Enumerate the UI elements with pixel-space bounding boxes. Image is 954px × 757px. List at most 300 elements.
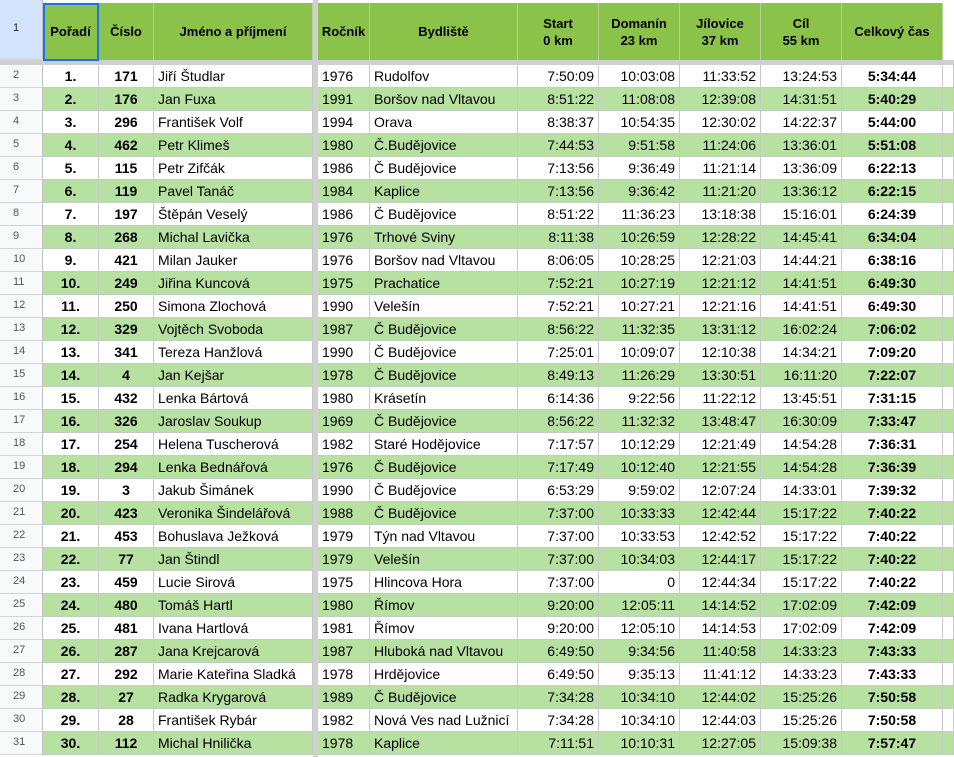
- cell-jilovice[interactable]: 14:14:53: [680, 617, 761, 640]
- cell-empty[interactable]: [943, 249, 954, 272]
- column-header-rocnik[interactable]: [318, 3, 370, 60]
- cell-cislo[interactable]: 197: [99, 203, 154, 226]
- cell-cil[interactable]: 13:24:53: [761, 65, 842, 88]
- cell-celkovy[interactable]: 6:34:04: [842, 226, 943, 249]
- cell-rocnik[interactable]: 1978: [318, 364, 370, 387]
- cell-jmeno[interactable]: Lenka Bednářová: [154, 456, 313, 479]
- cell-celkovy[interactable]: 7:39:32: [842, 479, 943, 502]
- cell-rocnik[interactable]: 1990: [318, 479, 370, 502]
- cell-empty[interactable]: [943, 525, 954, 548]
- cell-bydliste[interactable]: Č Budějovice: [370, 410, 518, 433]
- row-header[interactable]: 3: [0, 88, 43, 111]
- row-header[interactable]: 21: [0, 502, 43, 525]
- cell-poradi[interactable]: 6.: [43, 180, 99, 203]
- cell-domanin[interactable]: 9:59:02: [599, 479, 680, 502]
- cell-start[interactable]: 8:49:13: [518, 364, 599, 387]
- cell-start[interactable]: 6:53:29: [518, 479, 599, 502]
- cell-jilovice[interactable]: 12:44:17: [680, 548, 761, 571]
- cell-jmeno[interactable]: Veronika Šindelářová: [154, 502, 313, 525]
- row-header[interactable]: 16: [0, 387, 43, 410]
- cell-start[interactable]: 7:25:01: [518, 341, 599, 364]
- cell-jmeno[interactable]: Petr Klimeš: [154, 134, 313, 157]
- cell-jmeno[interactable]: Jiřina Kuncová: [154, 272, 313, 295]
- cell-celkovy[interactable]: 7:42:09: [842, 617, 943, 640]
- cell-empty[interactable]: [943, 594, 954, 617]
- row-header[interactable]: 27: [0, 640, 43, 663]
- cell-jilovice[interactable]: 13:18:38: [680, 203, 761, 226]
- cell-rocnik[interactable]: 1990: [318, 341, 370, 364]
- row-header[interactable]: 9: [0, 226, 43, 249]
- cell-celkovy[interactable]: 6:49:30: [842, 272, 943, 295]
- cell-bydliste[interactable]: Kaplice: [370, 180, 518, 203]
- cell-jmeno[interactable]: Radka Krygarová: [154, 686, 313, 709]
- cell-poradi[interactable]: 26.: [43, 640, 99, 663]
- cell-empty[interactable]: [943, 617, 954, 640]
- cell-rocnik[interactable]: 1980: [318, 387, 370, 410]
- cell-poradi[interactable]: 11.: [43, 295, 99, 318]
- cell-celkovy[interactable]: 7:36:39: [842, 456, 943, 479]
- cell-poradi[interactable]: 18.: [43, 456, 99, 479]
- cell-cil[interactable]: 14:34:21: [761, 341, 842, 364]
- cell-empty[interactable]: [943, 548, 954, 571]
- cell-celkovy[interactable]: 7:06:02: [842, 318, 943, 341]
- cell-celkovy[interactable]: 7:50:58: [842, 709, 943, 732]
- cell-bydliste[interactable]: Týn nad Vltavou: [370, 525, 518, 548]
- cell-poradi[interactable]: 5.: [43, 157, 99, 180]
- cell-jilovice[interactable]: 12:44:02: [680, 686, 761, 709]
- cell-rocnik[interactable]: 1978: [318, 663, 370, 686]
- cell-rocnik[interactable]: 1980: [318, 134, 370, 157]
- cell-cislo[interactable]: 254: [99, 433, 154, 456]
- cell-poradi[interactable]: 10.: [43, 272, 99, 295]
- row-header[interactable]: 23: [0, 548, 43, 571]
- cell-empty[interactable]: [943, 341, 954, 364]
- cell-poradi[interactable]: 24.: [43, 594, 99, 617]
- cell-celkovy[interactable]: 6:22:15: [842, 180, 943, 203]
- cell-bydliste[interactable]: Římov: [370, 617, 518, 640]
- cell-jilovice[interactable]: 11:22:12: [680, 387, 761, 410]
- cell-poradi[interactable]: 2.: [43, 88, 99, 111]
- row-header[interactable]: 19: [0, 456, 43, 479]
- cell-cil[interactable]: 15:25:26: [761, 686, 842, 709]
- cell-cislo[interactable]: 432: [99, 387, 154, 410]
- cell-bydliste[interactable]: Hrdějovice: [370, 663, 518, 686]
- cell-start[interactable]: 7:17:49: [518, 456, 599, 479]
- cell-jilovice[interactable]: 13:30:51: [680, 364, 761, 387]
- cell-cislo[interactable]: 459: [99, 571, 154, 594]
- row-header[interactable]: 25: [0, 594, 43, 617]
- column-header-cil[interactable]: [761, 3, 842, 60]
- cell-jmeno[interactable]: Jan Fuxa: [154, 88, 313, 111]
- cell-jilovice[interactable]: 12:27:05: [680, 732, 761, 755]
- cell-rocnik[interactable]: 1987: [318, 318, 370, 341]
- cell-domanin[interactable]: 9:35:13: [599, 663, 680, 686]
- cell-cil[interactable]: 15:17:22: [761, 525, 842, 548]
- cell-start[interactable]: 7:11:51: [518, 732, 599, 755]
- cell-empty[interactable]: [943, 387, 954, 410]
- cell-jmeno[interactable]: Tereza Hanžlová: [154, 341, 313, 364]
- cell-cil[interactable]: 14:33:01: [761, 479, 842, 502]
- cell-domanin[interactable]: 10:10:31: [599, 732, 680, 755]
- cell-celkovy[interactable]: 7:43:33: [842, 640, 943, 663]
- cell-jmeno[interactable]: Jaroslav Soukup: [154, 410, 313, 433]
- cell-cil[interactable]: 14:31:51: [761, 88, 842, 111]
- cell-jmeno[interactable]: Milan Jauker: [154, 249, 313, 272]
- cell-cil[interactable]: 15:17:22: [761, 548, 842, 571]
- cell-domanin[interactable]: 10:27:21: [599, 295, 680, 318]
- cell-bydliste[interactable]: Staré Hodějovice: [370, 433, 518, 456]
- cell-jmeno[interactable]: Lenka Bártová: [154, 387, 313, 410]
- cell-start[interactable]: 7:37:00: [518, 525, 599, 548]
- cell-start[interactable]: 7:13:56: [518, 157, 599, 180]
- cell-poradi[interactable]: 30.: [43, 732, 99, 755]
- cell-start[interactable]: 7:50:09: [518, 65, 599, 88]
- cell-cislo[interactable]: 329: [99, 318, 154, 341]
- cell-cil[interactable]: 17:02:09: [761, 594, 842, 617]
- row-header[interactable]: 11: [0, 272, 43, 295]
- column-header-bydliste[interactable]: [370, 3, 518, 60]
- cell-start[interactable]: 8:51:22: [518, 203, 599, 226]
- cell-rocnik[interactable]: 1976: [318, 249, 370, 272]
- row-header[interactable]: 28: [0, 663, 43, 686]
- cell-cislo[interactable]: 250: [99, 295, 154, 318]
- cell-domanin[interactable]: 9:36:42: [599, 180, 680, 203]
- cell-celkovy[interactable]: 7:40:22: [842, 548, 943, 571]
- cell-poradi[interactable]: 16.: [43, 410, 99, 433]
- cell-domanin[interactable]: 11:26:29: [599, 364, 680, 387]
- cell-empty[interactable]: [943, 180, 954, 203]
- cell-jmeno[interactable]: Michal Hnilička: [154, 732, 313, 755]
- cell-jilovice[interactable]: 12:42:52: [680, 525, 761, 548]
- cell-bydliste[interactable]: Orava: [370, 111, 518, 134]
- cell-cislo[interactable]: 119: [99, 180, 154, 203]
- cell-rocnik[interactable]: 1988: [318, 502, 370, 525]
- cell-cislo[interactable]: 326: [99, 410, 154, 433]
- cell-cislo[interactable]: 176: [99, 88, 154, 111]
- cell-jmeno[interactable]: Jana Krejcarová: [154, 640, 313, 663]
- cell-rocnik[interactable]: 1975: [318, 272, 370, 295]
- cell-cil[interactable]: 14:33:23: [761, 663, 842, 686]
- cell-cislo[interactable]: 292: [99, 663, 154, 686]
- cell-celkovy[interactable]: 7:33:47: [842, 410, 943, 433]
- cell-poradi[interactable]: 3.: [43, 111, 99, 134]
- cell-poradi[interactable]: 25.: [43, 617, 99, 640]
- cell-start[interactable]: 7:44:53: [518, 134, 599, 157]
- cell-start[interactable]: 8:06:05: [518, 249, 599, 272]
- cell-jilovice[interactable]: 11:40:58: [680, 640, 761, 663]
- cell-domanin[interactable]: 9:34:56: [599, 640, 680, 663]
- cell-poradi[interactable]: 15.: [43, 387, 99, 410]
- cell-jilovice[interactable]: 12:39:08: [680, 88, 761, 111]
- cell-poradi[interactable]: 23.: [43, 571, 99, 594]
- row-header[interactable]: 5: [0, 134, 43, 157]
- cell-cislo[interactable]: 462: [99, 134, 154, 157]
- cell-cil[interactable]: 13:36:01: [761, 134, 842, 157]
- cell-celkovy[interactable]: 7:40:22: [842, 571, 943, 594]
- cell-empty[interactable]: [943, 686, 954, 709]
- cell-bydliste[interactable]: Č Budějovice: [370, 502, 518, 525]
- cell-bydliste[interactable]: Č Budějovice: [370, 318, 518, 341]
- cell-jilovice[interactable]: 13:48:47: [680, 410, 761, 433]
- cell-jilovice[interactable]: 12:21:03: [680, 249, 761, 272]
- cell-celkovy[interactable]: 6:38:16: [842, 249, 943, 272]
- cell-celkovy[interactable]: 7:22:07: [842, 364, 943, 387]
- cell-domanin[interactable]: 10:27:19: [599, 272, 680, 295]
- column-header-jmeno[interactable]: [154, 3, 313, 60]
- cell-domanin[interactable]: 10:26:59: [599, 226, 680, 249]
- cell-cislo[interactable]: 3: [99, 479, 154, 502]
- cell-cislo[interactable]: 341: [99, 341, 154, 364]
- cell-poradi[interactable]: 29.: [43, 709, 99, 732]
- column-header-celkovy[interactable]: [842, 3, 943, 60]
- row-header-1[interactable]: 1: [0, 0, 43, 60]
- row-header[interactable]: 4: [0, 111, 43, 134]
- cell-jmeno[interactable]: Helena Tuscherová: [154, 433, 313, 456]
- cell-jilovice[interactable]: 12:21:16: [680, 295, 761, 318]
- cell-empty[interactable]: [943, 65, 954, 88]
- cell-jmeno[interactable]: František Volf: [154, 111, 313, 134]
- cell-cislo[interactable]: 294: [99, 456, 154, 479]
- cell-start[interactable]: 6:49:50: [518, 663, 599, 686]
- cell-domanin[interactable]: 10:34:10: [599, 709, 680, 732]
- cell-domanin[interactable]: 11:32:35: [599, 318, 680, 341]
- cell-empty[interactable]: [943, 433, 954, 456]
- cell-start[interactable]: 7:52:21: [518, 272, 599, 295]
- cell-rocnik[interactable]: 1984: [318, 180, 370, 203]
- cell-poradi[interactable]: 13.: [43, 341, 99, 364]
- row-header[interactable]: 15: [0, 364, 43, 387]
- cell-cislo[interactable]: 77: [99, 548, 154, 571]
- cell-domanin[interactable]: 10:12:29: [599, 433, 680, 456]
- cell-bydliste[interactable]: Č Budějovice: [370, 203, 518, 226]
- cell-celkovy[interactable]: 7:09:20: [842, 341, 943, 364]
- cell-celkovy[interactable]: 5:40:29: [842, 88, 943, 111]
- cell-jilovice[interactable]: 12:21:12: [680, 272, 761, 295]
- cell-cislo[interactable]: 171: [99, 65, 154, 88]
- cell-celkovy[interactable]: 5:51:08: [842, 134, 943, 157]
- row-header[interactable]: 31: [0, 732, 43, 755]
- cell-start[interactable]: 7:34:28: [518, 686, 599, 709]
- cell-celkovy[interactable]: 5:34:44: [842, 65, 943, 88]
- row-header[interactable]: 10: [0, 249, 43, 272]
- cell-start[interactable]: 8:11:38: [518, 226, 599, 249]
- cell-rocnik[interactable]: 1994: [318, 111, 370, 134]
- cell-cil[interactable]: 14:44:21: [761, 249, 842, 272]
- cell-cislo[interactable]: 287: [99, 640, 154, 663]
- cell-start[interactable]: 8:51:22: [518, 88, 599, 111]
- cell-poradi[interactable]: 20.: [43, 502, 99, 525]
- cell-start[interactable]: 6:49:50: [518, 640, 599, 663]
- cell-cislo[interactable]: 421: [99, 249, 154, 272]
- cell-domanin[interactable]: 10:09:07: [599, 341, 680, 364]
- cell-celkovy[interactable]: 7:50:58: [842, 686, 943, 709]
- cell-rocnik[interactable]: 1976: [318, 226, 370, 249]
- row-header[interactable]: 30: [0, 709, 43, 732]
- cell-empty[interactable]: [943, 226, 954, 249]
- row-header[interactable]: 12: [0, 295, 43, 318]
- column-header-cislo[interactable]: [99, 3, 154, 60]
- cell-cil[interactable]: 15:17:22: [761, 502, 842, 525]
- cell-jmeno[interactable]: Jan Kejšar: [154, 364, 313, 387]
- cell-cislo[interactable]: 4: [99, 364, 154, 387]
- cell-empty[interactable]: [943, 88, 954, 111]
- cell-rocnik[interactable]: 1979: [318, 525, 370, 548]
- cell-domanin[interactable]: 11:36:23: [599, 203, 680, 226]
- cell-start[interactable]: 7:37:00: [518, 502, 599, 525]
- cell-jilovice[interactable]: 12:44:03: [680, 709, 761, 732]
- cell-bydliste[interactable]: Velešín: [370, 295, 518, 318]
- cell-start[interactable]: 7:17:57: [518, 433, 599, 456]
- cell-rocnik[interactable]: 1969: [318, 410, 370, 433]
- cell-jmeno[interactable]: Petr Zifčák: [154, 157, 313, 180]
- cell-domanin[interactable]: 10:12:40: [599, 456, 680, 479]
- cell-domanin[interactable]: 10:03:08: [599, 65, 680, 88]
- cell-jmeno[interactable]: Ivana Hartlová: [154, 617, 313, 640]
- cell-jilovice[interactable]: 12:21:55: [680, 456, 761, 479]
- cell-celkovy[interactable]: 7:31:15: [842, 387, 943, 410]
- cell-cil[interactable]: 14:33:23: [761, 640, 842, 663]
- cell-jilovice[interactable]: 12:07:24: [680, 479, 761, 502]
- cell-bydliste[interactable]: Č Budějovice: [370, 364, 518, 387]
- cell-celkovy[interactable]: 6:24:39: [842, 203, 943, 226]
- cell-jilovice[interactable]: 11:21:20: [680, 180, 761, 203]
- cell-jmeno[interactable]: Marie Kateřina Sladká: [154, 663, 313, 686]
- cell-poradi[interactable]: 1.: [43, 65, 99, 88]
- cell-empty[interactable]: [943, 134, 954, 157]
- cell-empty[interactable]: [943, 663, 954, 686]
- cell-start[interactable]: 9:20:00: [518, 617, 599, 640]
- cell-rocnik[interactable]: 1982: [318, 709, 370, 732]
- row-header[interactable]: 17: [0, 410, 43, 433]
- cell-cil[interactable]: 13:45:51: [761, 387, 842, 410]
- cell-cislo[interactable]: 27: [99, 686, 154, 709]
- frozen-columns-divider[interactable]: [313, 0, 318, 757]
- cell-rocnik[interactable]: 1975: [318, 571, 370, 594]
- cell-rocnik[interactable]: 1990: [318, 295, 370, 318]
- cell-jmeno[interactable]: Jiří Študlar: [154, 65, 313, 88]
- cell-rocnik[interactable]: 1987: [318, 640, 370, 663]
- cell-domanin[interactable]: 0: [599, 571, 680, 594]
- row-header[interactable]: 24: [0, 571, 43, 594]
- cell-start[interactable]: 9:20:00: [518, 594, 599, 617]
- cell-rocnik[interactable]: 1991: [318, 88, 370, 111]
- cell-empty[interactable]: [943, 571, 954, 594]
- row-header[interactable]: 20: [0, 479, 43, 502]
- cell-jmeno[interactable]: Michal Lavička: [154, 226, 313, 249]
- cell-jilovice[interactable]: 11:21:14: [680, 157, 761, 180]
- cell-cislo[interactable]: 249: [99, 272, 154, 295]
- cell-domanin[interactable]: 12:05:11: [599, 594, 680, 617]
- cell-cil[interactable]: 13:36:12: [761, 180, 842, 203]
- cell-cil[interactable]: 15:25:26: [761, 709, 842, 732]
- cell-rocnik[interactable]: 1981: [318, 617, 370, 640]
- cell-bydliste[interactable]: Římov: [370, 594, 518, 617]
- cell-empty[interactable]: [943, 318, 954, 341]
- cell-domanin[interactable]: 12:05:10: [599, 617, 680, 640]
- cell-domanin[interactable]: 10:54:35: [599, 111, 680, 134]
- cell-bydliste[interactable]: Velešín: [370, 548, 518, 571]
- cell-rocnik[interactable]: 1989: [318, 686, 370, 709]
- cell-cil[interactable]: 17:02:09: [761, 617, 842, 640]
- cell-start[interactable]: 6:14:36: [518, 387, 599, 410]
- cell-start[interactable]: 7:37:00: [518, 548, 599, 571]
- row-header[interactable]: 18: [0, 433, 43, 456]
- cell-rocnik[interactable]: 1976: [318, 65, 370, 88]
- cell-cislo[interactable]: 296: [99, 111, 154, 134]
- cell-cislo[interactable]: 481: [99, 617, 154, 640]
- row-header[interactable]: 6: [0, 157, 43, 180]
- cell-jilovice[interactable]: 12:28:22: [680, 226, 761, 249]
- cell-rocnik[interactable]: 1978: [318, 732, 370, 755]
- cell-poradi[interactable]: 7.: [43, 203, 99, 226]
- row-header[interactable]: 14: [0, 341, 43, 364]
- cell-bydliste[interactable]: Boršov nad Vltavou: [370, 88, 518, 111]
- cell-cil[interactable]: 16:11:20: [761, 364, 842, 387]
- cell-bydliste[interactable]: Rudolfov: [370, 65, 518, 88]
- cell-empty[interactable]: [943, 364, 954, 387]
- cell-poradi[interactable]: 28.: [43, 686, 99, 709]
- cell-rocnik[interactable]: 1976: [318, 456, 370, 479]
- cell-empty[interactable]: [943, 203, 954, 226]
- cell-start[interactable]: 8:56:22: [518, 318, 599, 341]
- cell-celkovy[interactable]: 7:43:33: [842, 663, 943, 686]
- cell-start[interactable]: 8:38:37: [518, 111, 599, 134]
- frozen-rows-divider[interactable]: [0, 60, 954, 65]
- cell-poradi[interactable]: 8.: [43, 226, 99, 249]
- cell-bydliste[interactable]: Č Budějovice: [370, 456, 518, 479]
- cell-domanin[interactable]: 11:32:32: [599, 410, 680, 433]
- cell-cislo[interactable]: 115: [99, 157, 154, 180]
- cell-cil[interactable]: 14:41:51: [761, 295, 842, 318]
- cell-jmeno[interactable]: Bohuslava Ježková: [154, 525, 313, 548]
- cell-cislo[interactable]: 268: [99, 226, 154, 249]
- cell-bydliste[interactable]: Trhové Sviny: [370, 226, 518, 249]
- cell-jmeno[interactable]: Tomáš Hartl: [154, 594, 313, 617]
- cell-start[interactable]: 7:34:28: [518, 709, 599, 732]
- row-header[interactable]: 13: [0, 318, 43, 341]
- cell-empty[interactable]: [943, 640, 954, 663]
- cell-poradi[interactable]: 27.: [43, 663, 99, 686]
- cell-jilovice[interactable]: 11:41:12: [680, 663, 761, 686]
- cell-start[interactable]: 7:37:00: [518, 571, 599, 594]
- cell-jilovice[interactable]: 14:14:52: [680, 594, 761, 617]
- cell-poradi[interactable]: 12.: [43, 318, 99, 341]
- cell-empty[interactable]: [943, 479, 954, 502]
- cell-jmeno[interactable]: Pavel Tanáč: [154, 180, 313, 203]
- cell-jilovice[interactable]: 11:24:06: [680, 134, 761, 157]
- cell-empty[interactable]: [943, 272, 954, 295]
- cell-domanin[interactable]: 11:08:08: [599, 88, 680, 111]
- cell-jmeno[interactable]: Jakub Šimánek: [154, 479, 313, 502]
- cell-domanin[interactable]: 9:36:49: [599, 157, 680, 180]
- cell-cislo[interactable]: 453: [99, 525, 154, 548]
- cell-empty[interactable]: [943, 456, 954, 479]
- cell-empty[interactable]: [943, 732, 954, 755]
- cell-celkovy[interactable]: 7:36:31: [842, 433, 943, 456]
- cell-jmeno[interactable]: Štěpán Veselý: [154, 203, 313, 226]
- cell-bydliste[interactable]: Boršov nad Vltavou: [370, 249, 518, 272]
- cell-jilovice[interactable]: 12:10:38: [680, 341, 761, 364]
- cell-bydliste[interactable]: Kaplice: [370, 732, 518, 755]
- cell-jmeno[interactable]: Simona Zlochová: [154, 295, 313, 318]
- row-header[interactable]: 26: [0, 617, 43, 640]
- cell-domanin[interactable]: 10:34:03: [599, 548, 680, 571]
- cell-cil[interactable]: 15:16:01: [761, 203, 842, 226]
- cell-cislo[interactable]: 480: [99, 594, 154, 617]
- row-header[interactable]: 22: [0, 525, 43, 548]
- cell-rocnik[interactable]: 1986: [318, 203, 370, 226]
- cell-cil[interactable]: 14:54:28: [761, 456, 842, 479]
